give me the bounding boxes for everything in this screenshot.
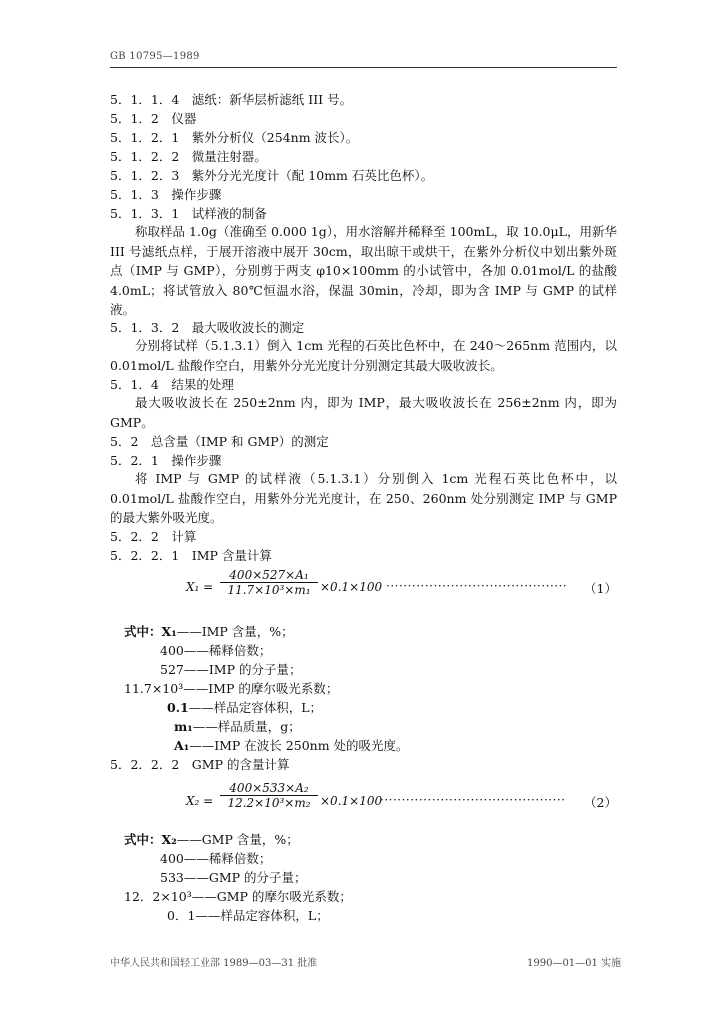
clause-5-1-3-1: 5．1．3．1 试样液的制备: [110, 206, 267, 221]
clause-5-1-2-1: 5．1．2．1 紫外分析仪（254nm 波长）。: [110, 130, 359, 145]
legend-2-row: [160, 868, 307, 887]
formula-2-number: （2）: [584, 795, 617, 810]
clause-5-1-3-2: 5．1．3．2 最大吸收波长的测定: [110, 320, 305, 335]
procedure-paragraph: 将 IMP 与 GMP 的试样液（5.1.3.1）分别倒入 1cm 光程石英比色杯中，以 0.01mol/L 盐酸作空白，用紫外分光光度计，在 250、260nm 处分别测定 IMP 与 GMP 的最大紫外吸光度。: [110, 471, 617, 526]
clause-5-2: 5．2 总含量（IMP 和 GMP）的测定: [110, 434, 329, 449]
clause-5-1-2-3: 5．1．2．3 紫外分光光度计（配 10mm 石英比色杯）。: [110, 168, 434, 183]
legend-symbol: 式中：X₁: [124, 624, 177, 639]
legend-description: ——稀释倍数；: [183, 643, 272, 658]
clause-5-2-2-2: 5．2．2．2 GMP 的含量计算: [110, 757, 290, 772]
formula-2-rest: ×0.1×100: [320, 794, 383, 808]
formula-2-fraction: [220, 781, 318, 810]
legend-2-row: [124, 887, 352, 906]
legend-2-row: [167, 906, 329, 925]
implementation-date: 1990—01—01 实施: [527, 958, 622, 969]
formula-1-leader-dots: ··········································: [386, 579, 568, 593]
legend-symbol: 0.1: [167, 700, 189, 715]
legend-symbol: 527: [160, 662, 184, 677]
legend-description: ——GMP 的摩尔吸光系数；: [191, 889, 352, 904]
legend-description: ——GMP 的分子量；: [183, 870, 307, 885]
legend-symbol: A₁: [174, 738, 190, 753]
legend-2-row: [160, 849, 271, 868]
clause-5-1-1-4: 5．1．1．4 滤纸：新华层析滤纸 III 号。: [110, 92, 353, 107]
legend-symbol: 400: [160, 851, 184, 866]
formula-1-lhs: X₁ =: [186, 580, 214, 594]
legend-symbol: 400: [160, 643, 184, 658]
legend-1-row: [124, 622, 294, 641]
legend-1-row: [174, 717, 301, 736]
formula-2-lhs: X₂ =: [186, 794, 214, 808]
sample-prep-paragraph: 称取样品 1.0g（准确至 0.000 1g），用水溶解并稀释至 100mL，取 10.0μL，用新华 III 号滤纸点样，于展开溶液中展开 30cm，取出晾干或烘干，在紫外分析仪中划出紫外斑点（IMP 与 GMP），分别剪于两支 φ10×100mm 的小试管中，各加 0.01mol/L 的盐酸 4.0mL；将试管放入 80℃恒温水浴，保温 30min，冷却，即为含 IMP 与 GMP 的试样液。: [110, 224, 617, 318]
legend-description: ——样品质量，g；: [192, 719, 301, 734]
legend-description: ——稀释倍数；: [183, 851, 272, 866]
clause-5-1-2: 5．1．2 仪器: [110, 111, 197, 126]
legend-symbol: 533: [160, 870, 184, 885]
legend-2-row: [124, 830, 299, 849]
legend-1-row: [167, 698, 322, 717]
formula-1-fraction: [220, 568, 318, 597]
legend-1-row: [160, 660, 301, 679]
header-rule: [110, 67, 617, 68]
result-paragraph: 最大吸收波长在 250±2nm 内，即为 IMP，最大吸收波长在 256±2nm 内，即为 GMP。: [110, 395, 617, 430]
approval-note: 中华人民共和国轻工业部 1989—03—31 批准: [110, 958, 318, 969]
formula-2-numerator: 400×533×A₂: [220, 781, 318, 796]
clause-5-1-3: 5．1．3 操作步骤: [110, 187, 222, 202]
legend-symbol: 式中：X₂: [124, 832, 177, 847]
legend-description: ——GMP 含量，%；: [176, 832, 299, 847]
formula-2-denominator: 12.2×10³×m₂: [227, 796, 311, 810]
legend-description: ——IMP 在波长 250nm 处的吸光度。: [189, 738, 409, 753]
clause-5-2-2: 5．2．2 计算: [110, 529, 197, 544]
legend-symbol: 12．2×10³: [124, 889, 192, 904]
formula-1-denominator: 11.7×10³×m₁: [227, 583, 311, 597]
formula-2-leader-dots: ···········································: [380, 793, 566, 807]
legend-symbol: 0．1: [167, 908, 196, 923]
legend-description: ——样品定容体积，L；: [195, 908, 329, 923]
legend-description: ——IMP 含量，%；: [176, 624, 294, 639]
clause-5-2-2-1: 5．2．2．1 IMP 含量计算: [110, 548, 272, 563]
legend-symbol: 11.7×10³: [124, 681, 184, 696]
legend-1-row: [160, 641, 271, 660]
formula-1-numerator: 400×527×A₁: [220, 568, 318, 583]
clause-5-1-4: 5．1．4 结果的处理: [110, 377, 234, 392]
legend-1-row: [174, 736, 409, 755]
legend-description: ——IMP 的分子量；: [183, 662, 302, 677]
standard-number: GB 10795—1989: [110, 51, 200, 62]
clause-5-2-1: 5．2．1 操作步骤: [110, 453, 222, 468]
legend-description: ——IMP 的摩尔吸光系数；: [183, 681, 339, 696]
wavelength-paragraph: 分别将试样（5.1.3.1）倒入 1cm 光程的石英比色杯中，在 240～265nm 范围内，以 0.01mol/L 盐酸作空白，用紫外分光光度计分别测定其最大吸收波长。: [110, 338, 617, 373]
formula-1-number: （1）: [584, 581, 617, 596]
clause-5-1-2-2: 5．1．2．2 微量注射器。: [110, 149, 267, 164]
legend-symbol: m₁: [174, 719, 193, 734]
legend-description: ——样品定容体积，L；: [188, 700, 323, 715]
legend-1-row: [124, 679, 338, 698]
formula-1-rest: ×0.1×100: [320, 580, 383, 594]
